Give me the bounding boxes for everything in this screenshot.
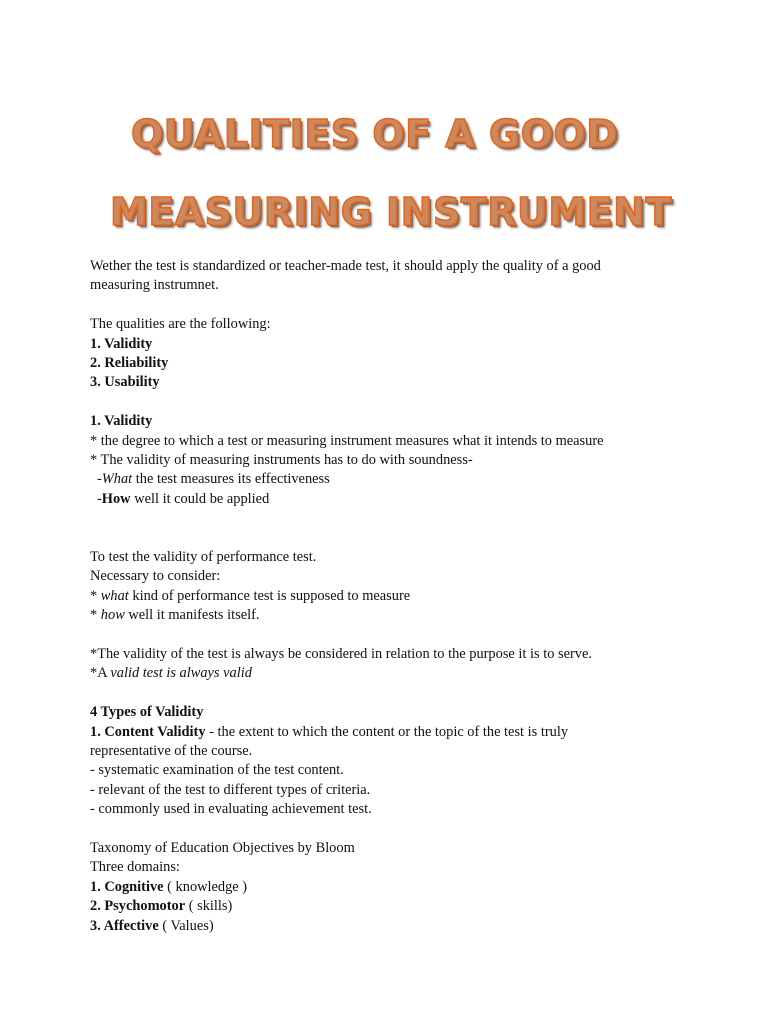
taxonomy-line-2: Three domains:: [90, 859, 180, 876]
performance-line-1: To test the validity of performance test.: [90, 549, 317, 566]
what-text: the test measures its effectiveness: [132, 471, 330, 488]
note-prefix: *A: [90, 665, 111, 682]
bullet-text: well it manifests itself.: [124, 607, 260, 624]
bullet-mark: *: [90, 587, 101, 604]
domain-note: ( knowledge ): [163, 878, 248, 895]
domain-label: 1. Cognitive: [90, 878, 164, 895]
content-validity-def-2: representative of the course.: [90, 743, 253, 760]
validity-heading: 1. Validity: [90, 413, 153, 430]
content-validity-line: [90, 723, 650, 742]
quality-item: 1. Validity: [90, 335, 153, 352]
note-italic: valid test is always valid: [110, 665, 252, 682]
domain-label: 3. Affective: [90, 917, 159, 934]
dash: -: [97, 490, 102, 507]
content-detail: - relevant of the test to different types of criteria.: [90, 781, 371, 798]
content-validity-label: 1. Content Validity: [90, 723, 206, 740]
document-body: [90, 257, 650, 936]
note-line-1: *The validity of the test is always be considered in relation to the purpose it is to serve.: [90, 646, 592, 663]
quality-item: 2. Reliability: [90, 355, 169, 372]
performance-line-2: Necessary to consider:: [90, 568, 221, 585]
validity-how-line: [90, 490, 650, 509]
domain-note: ( skills): [185, 898, 233, 915]
dash: -: [97, 471, 102, 488]
validity-bullet: * The validity of measuring instruments has to do with soundness-: [90, 452, 473, 469]
bullet-text: kind of performance test is supposed to measure: [128, 587, 411, 604]
performance-bullet: [90, 606, 650, 625]
qualities-heading: The qualities are the following:: [90, 316, 271, 333]
types-heading: 4 Types of Validity: [90, 704, 204, 721]
domain-item: [90, 917, 650, 936]
performance-bullet: [90, 587, 650, 606]
domain-item: [90, 897, 650, 916]
validity-bullet: * the degree to which a test or measuring instrument measures what it intends to measure: [90, 432, 604, 449]
content-detail: - systematic examination of the test content.: [90, 762, 344, 779]
validity-what-line: [90, 470, 650, 489]
how-text: well it could be applied: [130, 490, 270, 507]
bullet-mark: *: [90, 607, 101, 624]
domain-label: 2. Psychomotor: [90, 898, 186, 915]
quality-item: 3. Usability: [90, 374, 160, 391]
what-word: what: [100, 587, 129, 604]
title-line-2: MEASURING INSTRUMENT: [110, 190, 672, 234]
intro-line-1: Wether the test is standardized or teacher-made test, it should apply the quality of a good: [90, 258, 601, 274]
domain-note: ( Values): [158, 917, 214, 934]
note-line-2: [90, 664, 650, 683]
taxonomy-line-1: Taxonomy of Education Objectives by Bloom: [90, 840, 355, 857]
title-line-1: QUALITIES OF A GOOD: [131, 112, 619, 156]
intro-line-2: measuring instrumnet.: [90, 277, 219, 294]
what-word: What: [101, 471, 133, 488]
domain-item: [90, 878, 650, 897]
content-validity-def: - the extent to which the content or the topic of the test is truly: [205, 723, 569, 740]
how-word: how: [100, 607, 125, 624]
how-word: How: [101, 490, 131, 507]
content-detail: - commonly used in evaluating achievement test.: [90, 801, 372, 818]
